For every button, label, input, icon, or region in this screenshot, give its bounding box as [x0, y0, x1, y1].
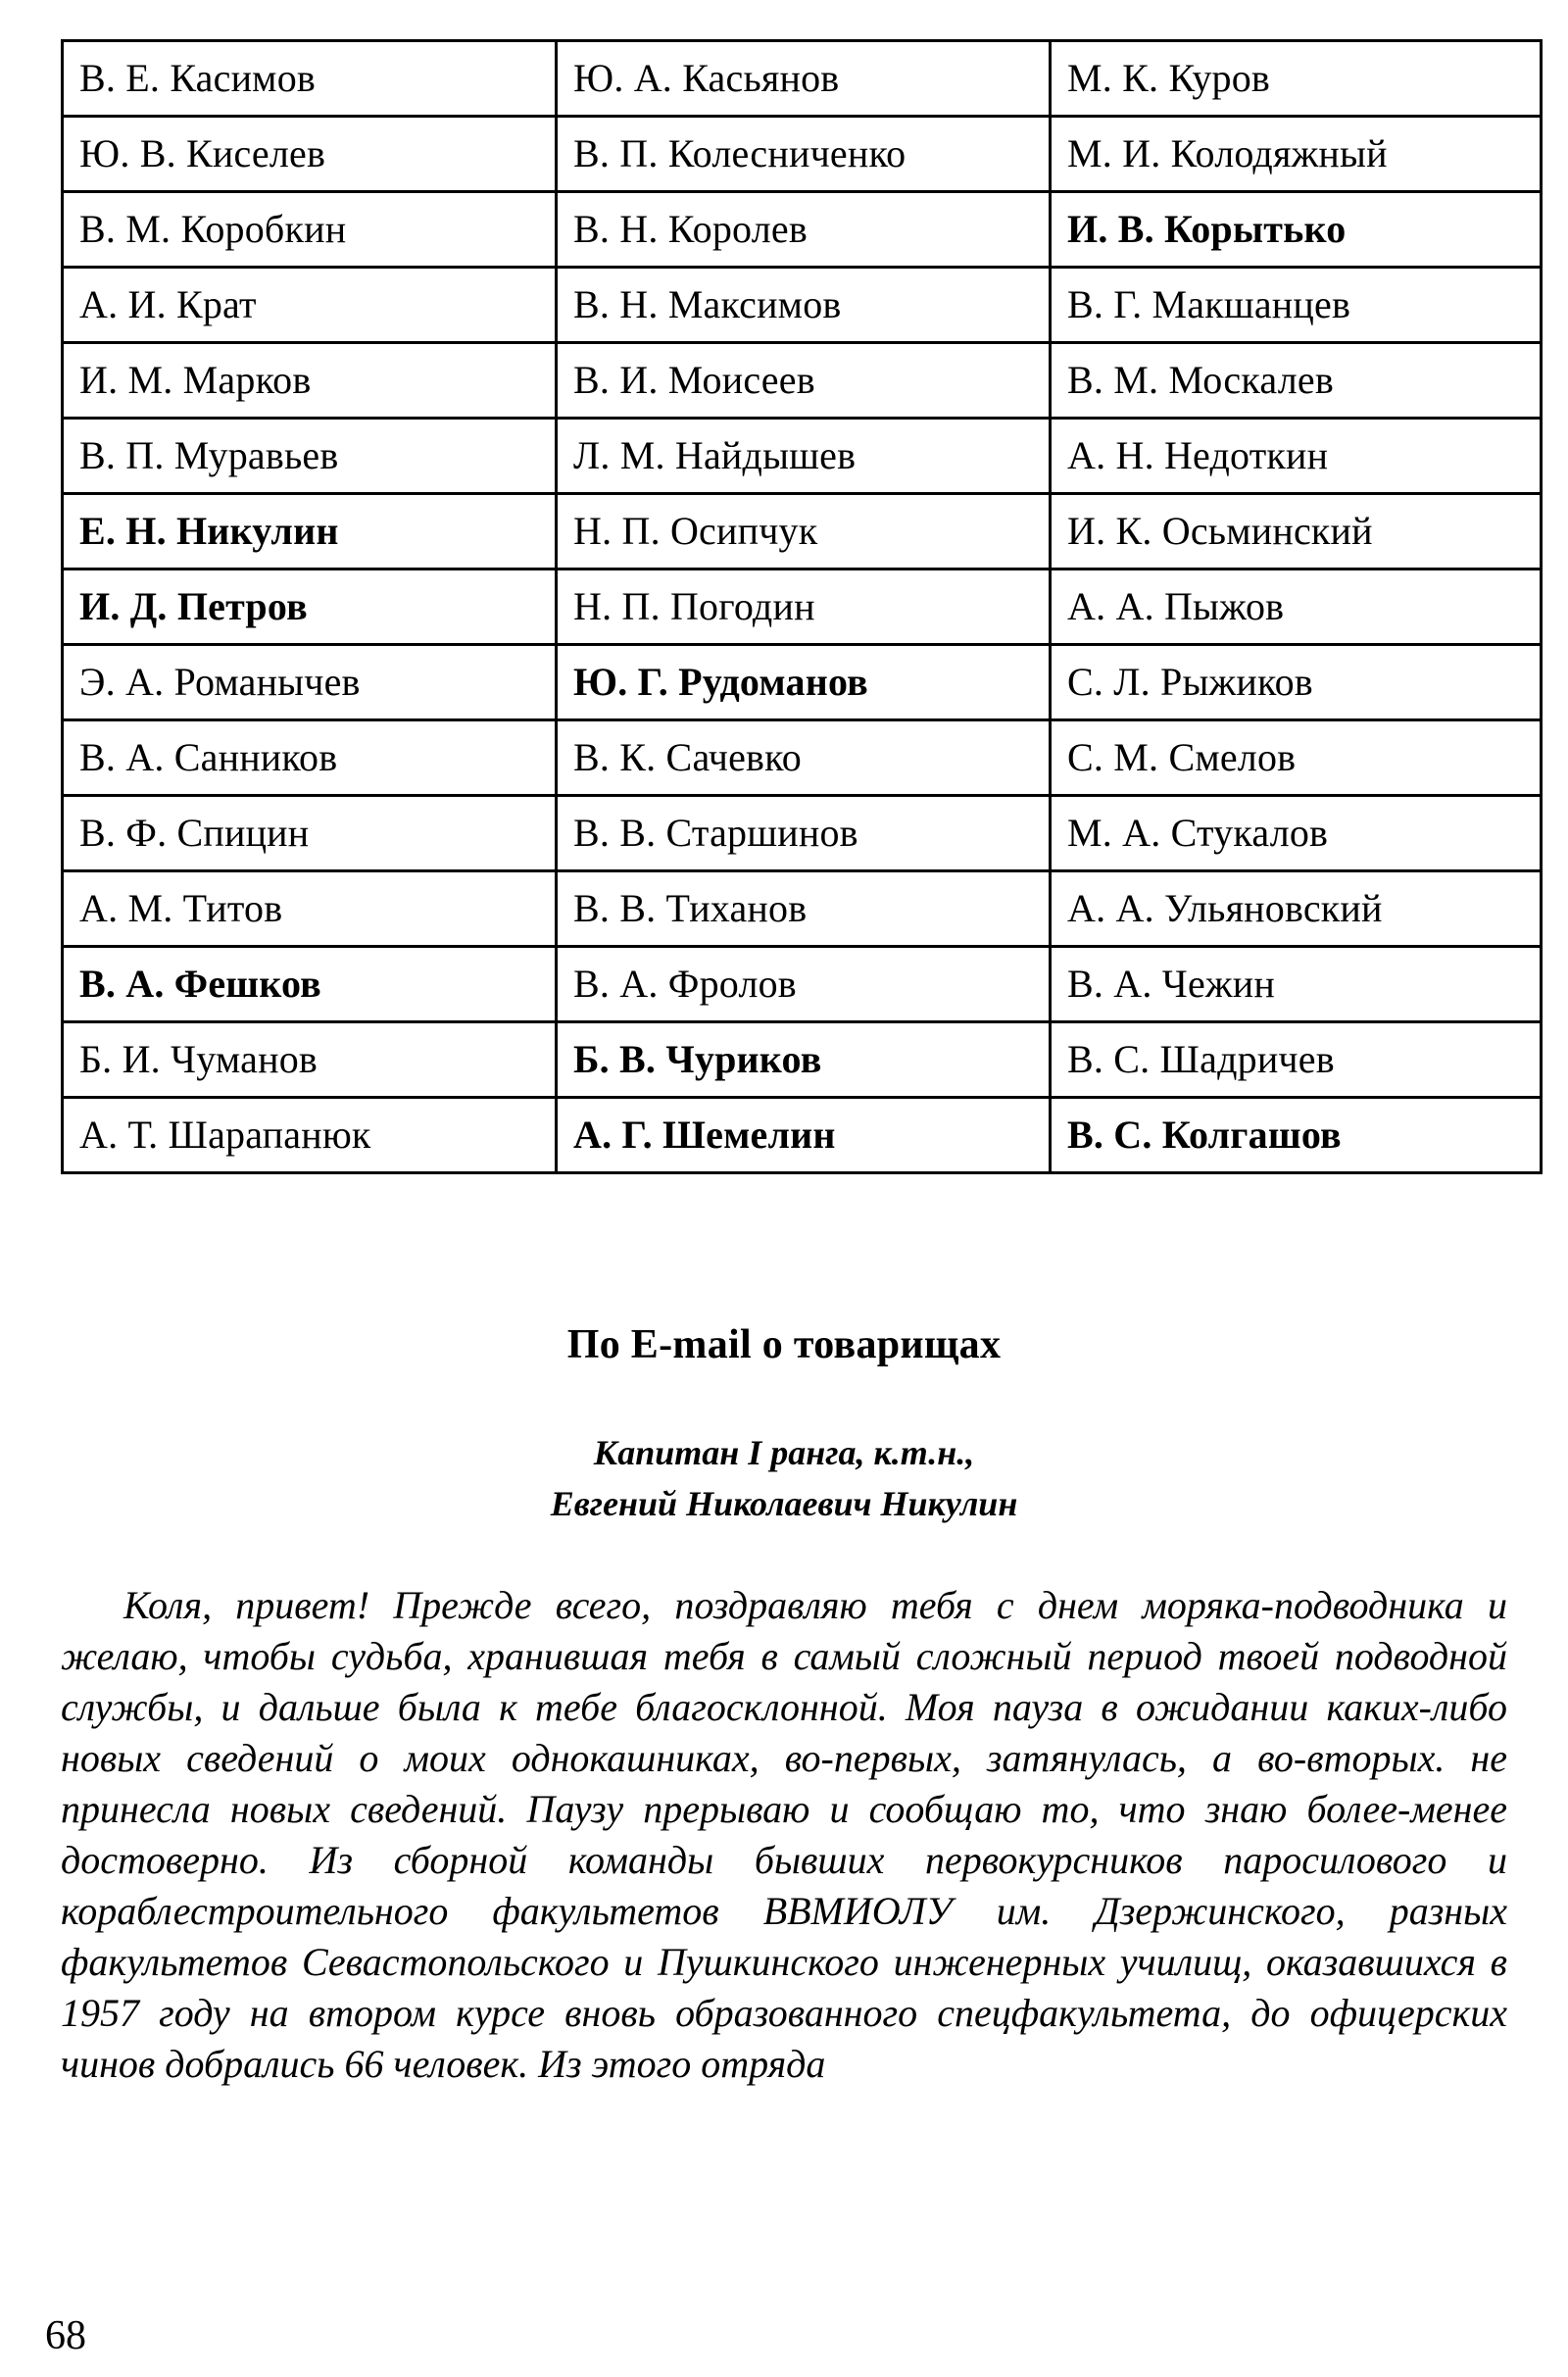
article — [61, 1321, 1507, 2090]
name-cell: А. Н. Недоткин — [1051, 419, 1542, 494]
name-cell: В. В. Старшинов — [557, 796, 1051, 871]
name-cell: А. Г. Шемелин — [557, 1098, 1051, 1173]
name-cell: В. М. Москалев — [1051, 343, 1542, 419]
name-cell: М. К. Куров — [1051, 41, 1542, 117]
name-cell: В. С. Шадричев — [1051, 1022, 1542, 1098]
table-row — [63, 796, 1542, 871]
name-cell: В. А. Фролов — [557, 947, 1051, 1022]
table-row — [63, 1098, 1542, 1173]
name-cell: Ю. Г. Рудоманов — [557, 645, 1051, 720]
name-cell: В. П. Колесниченко — [557, 117, 1051, 192]
name-cell: А. А. Пыжов — [1051, 569, 1542, 645]
name-cell: А. И. Крат — [63, 268, 557, 343]
name-cell: Ю. В. Киселев — [63, 117, 557, 192]
article-title: По E-mail о товарищах — [566, 1322, 1002, 1367]
name-cell: В. А. Чежин — [1051, 947, 1542, 1022]
name-cell: Н. П. Осипчук — [557, 494, 1051, 569]
name-cell: В. В. Тиханов — [557, 871, 1051, 947]
table-row — [63, 569, 1542, 645]
table-row — [63, 871, 1542, 947]
name-cell: Б. И. Чуманов — [63, 1022, 557, 1098]
name-cell: И. Д. Петров — [63, 569, 557, 645]
name-cell: И. М. Марков — [63, 343, 557, 419]
name-cell: В. Е. Касимов — [63, 41, 557, 117]
name-cell: В. И. Моисеев — [557, 343, 1051, 419]
name-cell: И. К. Осьминский — [1051, 494, 1542, 569]
table-row — [63, 343, 1542, 419]
name-cell: В. А. Санников — [63, 720, 557, 796]
table-row — [63, 268, 1542, 343]
page-number: 68 — [45, 2313, 86, 2358]
name-cell: Н. П. Погодин — [557, 569, 1051, 645]
name-cell: В. С. Колгашов — [1051, 1098, 1542, 1173]
name-cell: Л. М. Найдышев — [557, 419, 1051, 494]
table-row — [63, 117, 1542, 192]
name-cell: А. Т. Шарапанюк — [63, 1098, 557, 1173]
name-cell: В. Г. Макшанцев — [1051, 268, 1542, 343]
name-cell: В. К. Сачевко — [557, 720, 1051, 796]
name-cell: Ю. А. Касьянов — [557, 41, 1051, 117]
names-table-body — [63, 41, 1542, 1173]
name-cell: В. П. Муравьев — [63, 419, 557, 494]
name-cell: Е. Н. Никулин — [63, 494, 557, 569]
table-row — [63, 1022, 1542, 1098]
name-cell: Б. В. Чуриков — [557, 1022, 1051, 1098]
name-cell: М. А. Стукалов — [1051, 796, 1542, 871]
name-cell: М. И. Колодяжный — [1051, 117, 1542, 192]
byline-author: Евгений Николаевич Никулин — [550, 1484, 1018, 1524]
name-cell: В. Н. Королев — [557, 192, 1051, 268]
names-table — [61, 39, 1543, 1174]
name-cell: А. М. Титов — [63, 871, 557, 947]
byline-rank: Капитан I ранга, к.т.н., — [593, 1433, 975, 1472]
name-cell: А. А. Ульяновский — [1051, 871, 1542, 947]
name-cell: С. Л. Рыжиков — [1051, 645, 1542, 720]
name-cell: В. А. Фешков — [63, 947, 557, 1022]
table-row — [63, 720, 1542, 796]
name-cell: В. Ф. Спицин — [63, 796, 557, 871]
name-cell: В. Н. Максимов — [557, 268, 1051, 343]
article-byline — [61, 1427, 1507, 1529]
table-row — [63, 947, 1542, 1022]
table-row — [63, 494, 1542, 569]
name-cell: С. М. Смелов — [1051, 720, 1542, 796]
table-row — [63, 645, 1542, 720]
name-cell: И. В. Корытько — [1051, 192, 1542, 268]
table-row — [63, 419, 1542, 494]
article-body: Коля, привет! Прежде всего, поздравляю тебя с днем моряка-подводника и желаю, чтобы судьба, хранившая тебя в самый сложный период твоей подводной службы, и дальше была к тебе благосклонной. Моя пауза в ожидании каких-либо новых сведений о моих однокашниках, во-первых, затянулась, а во-вторых. не принесла новых сведений. Паузу прерываю и сообщаю то, что знаю более-менее достоверно. Из сборной команды бывших первокурсников паросилового и кораблестроительного факультетов ВВМИОЛУ им. Дзержинского, разных факультетов Севастопольского и Пушкинского инженерных училищ, оказавшихся в 1957 году на втором курсе вновь образованного спецфакультета, до офицерских чинов добрались 66 человек. Из этого отряда — [61, 1583, 1507, 2087]
table-row — [63, 41, 1542, 117]
name-cell: В. М. Коробкин — [63, 192, 557, 268]
name-cell: Э. А. Романычев — [63, 645, 557, 720]
table-row — [63, 192, 1542, 268]
